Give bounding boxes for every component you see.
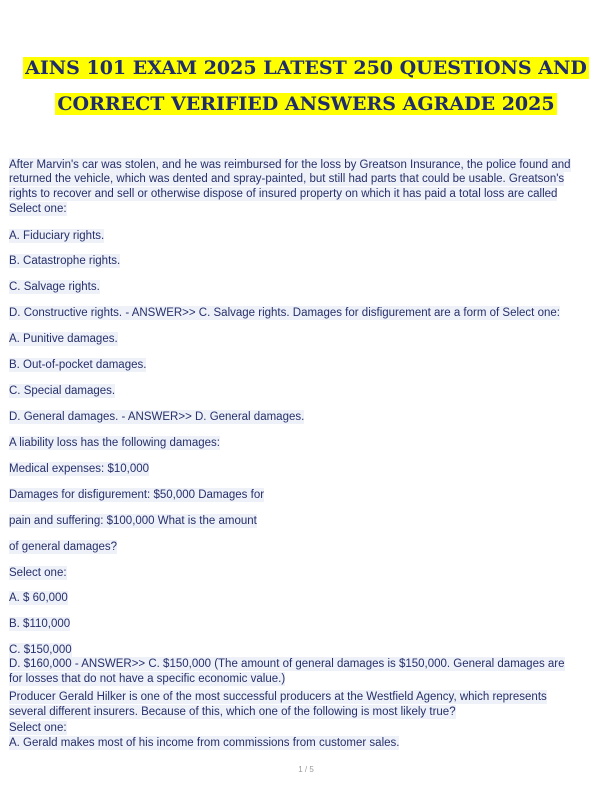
select-one-label: Select one: bbox=[9, 722, 67, 734]
question-text-line: After Marvin's car was stolen, and he was reimbursed for the loss by Greatson Insurance, the police found and bbox=[9, 159, 571, 171]
question-text-line: returned the vehicle, which was dented and spray-painted, but still had parts that could be usable. Greatson's bbox=[9, 173, 565, 185]
page-number-indicator: 1 / 5 bbox=[298, 765, 314, 774]
answer-option: D. General damages. - ANSWER>> D. General damages. bbox=[9, 411, 305, 423]
answer-option: B. $110,000 bbox=[9, 618, 71, 630]
question-text-line: of general damages? bbox=[9, 541, 118, 553]
question-text-line: several different insurers. Because of this, which one of the following is most likely true? bbox=[9, 706, 456, 718]
answer-option: A. $ 60,000 bbox=[9, 592, 68, 604]
answer-option: A. Fiduciary rights. bbox=[9, 230, 105, 242]
answer-option: D. Constructive rights. - ANSWER>> C. Salvage rights. Damages for disfigurement are a form of Select one: bbox=[9, 307, 560, 319]
title-highlight-2: CORRECT VERIFIED ANSWERS AGRADE 2025 bbox=[57, 93, 555, 115]
question-text-line: rights to recover and sell or otherwise dispose of insured property on which it has paid a total loss are called bbox=[9, 188, 558, 200]
question-text-line: A liability loss has the following damages: bbox=[9, 437, 220, 449]
question-text-line: Producer Gerald Hilker is one of the most successful producers at the Westfield Agency, which represents bbox=[9, 691, 547, 703]
answer-option: D. $160,000 - ANSWER>> C. $150,000 (The amount of general damages is $150,000. General damages are bbox=[9, 658, 565, 670]
question-text-line: Damages for disfigurement: $50,000 Damages for bbox=[9, 489, 265, 501]
select-one-label: Select one: bbox=[9, 203, 67, 215]
title-highlight-1: AINS 101 EXAM 2025 LATEST 250 QUESTIONS AND bbox=[25, 57, 587, 79]
answer-option: A. Gerald makes most of his income from commissions from customer sales. bbox=[9, 737, 400, 749]
select-one-label: Select one: bbox=[9, 567, 67, 579]
answer-option: A. Punitive damages. bbox=[9, 333, 118, 345]
document-title-line-2 bbox=[0, 91, 612, 117]
question-text-line: pain and suffering: $100,000 What is the amount bbox=[9, 515, 257, 527]
answer-option: C. $150,000 bbox=[9, 644, 72, 656]
answer-option: B. Out-of-pocket damages. bbox=[9, 359, 147, 371]
answer-option: C. Salvage rights. bbox=[9, 281, 100, 293]
answer-option: B. Catastrophe rights. bbox=[9, 255, 121, 267]
question-text-line: Medical expenses: $10,000 bbox=[9, 463, 150, 475]
answer-option: C. Special damages. bbox=[9, 385, 116, 397]
document-title-line-1 bbox=[0, 55, 612, 81]
question-text-line: for losses that do not have a specific economic value.) bbox=[9, 673, 286, 685]
